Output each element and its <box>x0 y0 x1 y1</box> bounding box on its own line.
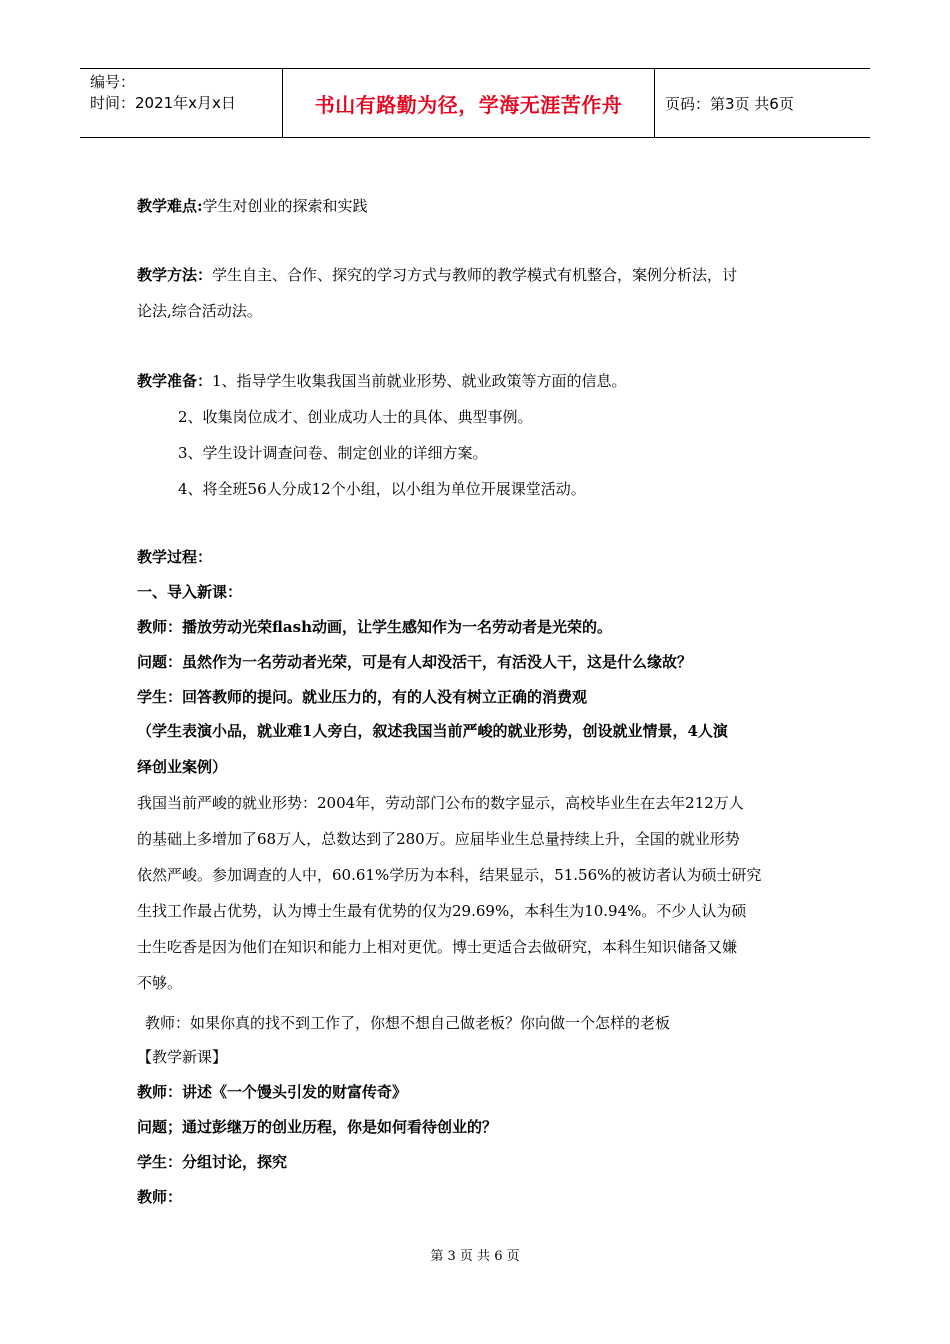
date-label: 时间：2021年x月x日 <box>90 94 236 112</box>
header-motto: 书山有路勤为径，学海无涯苦作舟 <box>282 69 655 137</box>
student-line-1: 学生：回答教师的提问。就业压力的，有的人没有树立正确的消费观 <box>137 688 588 706</box>
teacher-line-2: 教师：如果你真的找不到工作了，你想不想自己做老板？你向做一个怎样的老板 <box>145 1014 671 1032</box>
section-heading: 一、导入新课： <box>137 583 243 601</box>
difficulty-line <box>137 195 817 217</box>
student-line-2: 学生：分组讨论，探究 <box>137 1153 288 1171</box>
document-header <box>80 68 870 138</box>
header-page-label: 页码：第3页 共6页 <box>665 94 794 113</box>
new-lesson-heading: 【教学新课】 <box>137 1048 228 1066</box>
teacher-line-3: 教师：讲述《一个馒头引发的财富传奇》 <box>137 1083 408 1101</box>
page-footer: 第 3 页 共 6 页 <box>430 1249 520 1264</box>
prep-line-1 <box>137 370 817 392</box>
prep-item-4: 4、将全班56人分成12个小组，以小组为单位开展课堂活动。 <box>178 480 586 498</box>
prep-label: 教学准备： <box>137 372 213 390</box>
paragraph-line-4: 生找工作最占优势，认为博士生最有优势的仅为29.69%，本科生为10.94%。不少人认为硕 <box>137 902 747 920</box>
prep-item-2: 2、收集岗位成才、创业成功人士的具体、典型事例。 <box>178 408 533 426</box>
difficulty-text: 学生对创业的探索和实践 <box>202 197 368 215</box>
paragraph-line-5: 士生吃香是因为他们在知识和能力上相对更优。博士更适合去做研究，本科生知识储备又嫌 <box>137 938 738 956</box>
paragraph-line-2: 的基础上多增加了68万人，总数达到了280万。应届毕业生总量持续上升，全国的就业形势 <box>137 830 740 848</box>
prep-item-3: 3、学生设计调查问卷、制定创业的详细方案。 <box>178 444 488 462</box>
paragraph-line-3: 依然严峻。参加调查的人中，60.61%学历为本科，结果显示，51.56%的被访者认为硕士研究 <box>137 866 762 884</box>
difficulty-label: 教学难点: <box>137 197 203 215</box>
prep-item-1: 1、指导学生收集我国当前就业形势、就业政策等方面的信息。 <box>212 372 627 390</box>
method-label: 教学方法： <box>137 266 213 284</box>
process-title: 教学过程： <box>137 548 213 566</box>
paren-line-1: （学生表演小品，就业难1人旁白，叙述我国当前严峻的就业形势，创设就业情景，4人演 <box>137 722 728 740</box>
header-meta <box>80 69 282 137</box>
paren-line-2: 绎创业案例） <box>137 758 228 776</box>
method-line-2: 论法,综合活动法。 <box>137 302 262 320</box>
teacher-line-4: 教师： <box>137 1188 183 1206</box>
paragraph-line-6: 不够。 <box>137 974 183 992</box>
question-line-2: 问题；通过彭继万的创业历程，你是如何看待创业的？ <box>137 1118 498 1136</box>
number-label: 编号： <box>90 73 136 91</box>
teacher-line-1: 教师：播放劳动光荣flash动画，让学生感知作为一名劳动者是光荣的。 <box>137 618 612 636</box>
method-text: 学生自主、合作、探究的学习方式与教师的教学模式有机整合，案例分析法，讨 <box>212 266 738 284</box>
question-line-1: 问题：虽然作为一名劳动者光荣，可是有人却没活干，有活没人干，这是什么缘故？ <box>137 653 693 671</box>
method-line-1 <box>137 264 817 286</box>
paragraph-line-1: 我国当前严峻的就业形势：2004年，劳动部门公布的数字显示，高校毕业生在去年212万人 <box>137 794 744 812</box>
